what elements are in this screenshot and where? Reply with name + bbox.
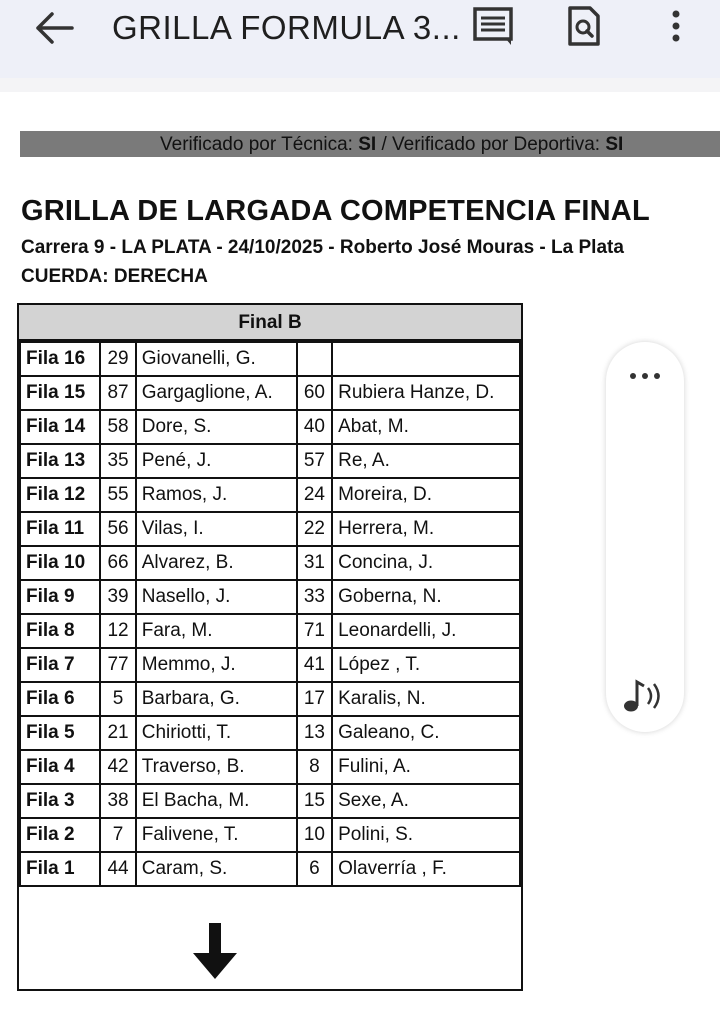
driver-name-right: Fulini, A. (332, 750, 520, 784)
tecnica-label: Verificado por Técnica: (160, 134, 353, 155)
car-number-right: 71 (297, 614, 332, 648)
deportiva-value: SI (605, 134, 624, 155)
car-number-right: 10 (297, 818, 332, 852)
driver-name-right: Karalis, N. (332, 682, 520, 716)
grid-row (20, 342, 520, 376)
deportiva-label: Verificado por Deportiva: (392, 134, 601, 155)
car-number-right: 17 (297, 682, 332, 716)
car-number-left: 56 (100, 512, 135, 546)
car-number-right: 13 (297, 716, 332, 750)
driver-name-left: Pené, J. (136, 444, 297, 478)
car-number-left: 35 (100, 444, 135, 478)
grid-row (20, 512, 520, 546)
grid-row (20, 648, 520, 682)
grid-row (20, 614, 520, 648)
fila-label: Fila 11 (20, 512, 100, 546)
fila-label: Fila 7 (20, 648, 100, 682)
toolbar-divider (0, 78, 720, 92)
grid-row (20, 716, 520, 750)
car-number-left: 38 (100, 784, 135, 818)
fila-label: Fila 6 (20, 682, 100, 716)
driver-name-left: Dore, S. (136, 410, 297, 444)
car-number-left: 58 (100, 410, 135, 444)
grid-row (20, 750, 520, 784)
driver-name-left: Barbara, G. (136, 682, 297, 716)
car-number-left: 42 (100, 750, 135, 784)
fila-label: Fila 14 (20, 410, 100, 444)
direction-area (19, 917, 521, 989)
driver-name-right: Concina, J. (332, 546, 520, 580)
car-number-right: 31 (297, 546, 332, 580)
grid-row (20, 376, 520, 410)
driver-name-right (332, 342, 520, 376)
driver-name-left: Memmo, J. (136, 648, 297, 682)
fila-label: Fila 13 (20, 444, 100, 478)
grid-header: Final B (19, 305, 521, 341)
app-toolbar (0, 0, 720, 78)
car-number-left: 55 (100, 478, 135, 512)
more-horiz-icon[interactable] (626, 366, 664, 386)
driver-name-right: Herrera, M. (332, 512, 520, 546)
car-number-left: 7 (100, 818, 135, 852)
grid-row (20, 546, 520, 580)
fila-label: Fila 15 (20, 376, 100, 410)
driver-name-left: Traverso, B. (136, 750, 297, 784)
driver-name-right: Abat, M. (332, 410, 520, 444)
read-aloud-icon[interactable] (620, 676, 670, 716)
fila-label: Fila 16 (20, 342, 100, 376)
car-number-left: 66 (100, 546, 135, 580)
driver-name-right: López , T. (332, 648, 520, 682)
fila-label: Fila 2 (20, 818, 100, 852)
starting-grid (17, 303, 523, 991)
driver-name-right: Sexe, A. (332, 784, 520, 818)
car-number-left: 29 (100, 342, 135, 376)
down-arrow-icon (191, 921, 239, 981)
driver-name-right: Polini, S. (332, 818, 520, 852)
driver-name-left: Falivene, T. (136, 818, 297, 852)
driver-name-right: Galeano, C. (332, 716, 520, 750)
car-number-left: 21 (100, 716, 135, 750)
driver-name-left: Nasello, J. (136, 580, 297, 614)
driver-name-left: Vilas, I. (136, 512, 297, 546)
driver-name-right: Olaverría , F. (332, 852, 520, 886)
driver-name-left: Gargaglione, A. (136, 376, 297, 410)
driver-name-left: Giovanelli, G. (136, 342, 297, 376)
fila-label: Fila 8 (20, 614, 100, 648)
grid-row (20, 444, 520, 478)
driver-name-left: Chiriotti, T. (136, 716, 297, 750)
car-number-right: 40 (297, 410, 332, 444)
grid-row (20, 818, 520, 852)
fila-label: Fila 3 (20, 784, 100, 818)
car-number-left: 77 (100, 648, 135, 682)
side-panel (606, 342, 684, 732)
grid-row (20, 580, 520, 614)
cuerda-label: CUERDA: DERECHA (21, 266, 208, 287)
more-vert-icon[interactable] (652, 4, 700, 48)
back-arrow-icon[interactable] (30, 8, 80, 48)
car-number-left: 12 (100, 614, 135, 648)
grid-row (20, 852, 520, 886)
car-number-right: 24 (297, 478, 332, 512)
grid-title: GRILLA DE LARGADA COMPETENCIA FINAL (21, 195, 650, 227)
grid-row (20, 682, 520, 716)
fila-label: Fila 10 (20, 546, 100, 580)
fila-label: Fila 9 (20, 580, 100, 614)
fila-label: Fila 4 (20, 750, 100, 784)
tecnica-value: SI (358, 134, 377, 155)
text-view-icon[interactable] (470, 4, 518, 48)
grid-row (20, 784, 520, 818)
car-number-right: 6 (297, 852, 332, 886)
driver-name-right: Moreira, D. (332, 478, 520, 512)
race-subtitle: Carrera 9 - LA PLATA - 24/10/2025 - Roberto José Mouras - La Plata (21, 237, 624, 258)
car-number-left: 44 (100, 852, 135, 886)
fila-label: Fila 5 (20, 716, 100, 750)
driver-name-left: Alvarez, B. (136, 546, 297, 580)
fila-label: Fila 1 (20, 852, 100, 886)
car-number-left: 87 (100, 376, 135, 410)
car-number-right: 8 (297, 750, 332, 784)
driver-name-right: Re, A. (332, 444, 520, 478)
car-number-right: 57 (297, 444, 332, 478)
grid-row (20, 410, 520, 444)
verification-bar (20, 131, 720, 157)
car-number-right: 33 (297, 580, 332, 614)
driver-name-left: El Bacha, M. (136, 784, 297, 818)
verify-separator: / (376, 134, 393, 155)
car-number-left: 39 (100, 580, 135, 614)
car-number-right: 15 (297, 784, 332, 818)
car-number-right: 41 (297, 648, 332, 682)
driver-name-left: Fara, M. (136, 614, 297, 648)
driver-name-left: Caram, S. (136, 852, 297, 886)
document-title: GRILLA FORMULA 3... (112, 9, 461, 46)
driver-name-right: Goberna, N. (332, 580, 520, 614)
search-document-icon[interactable] (560, 4, 608, 48)
car-number-right (297, 342, 332, 376)
car-number-right: 60 (297, 376, 332, 410)
driver-name-left: Ramos, J. (136, 478, 297, 512)
fila-label: Fila 12 (20, 478, 100, 512)
grid-table (19, 341, 521, 887)
grid-row (20, 478, 520, 512)
car-number-left: 5 (100, 682, 135, 716)
car-number-right: 22 (297, 512, 332, 546)
driver-name-right: Leonardelli, J. (332, 614, 520, 648)
driver-name-right: Rubiera Hanze, D. (332, 376, 520, 410)
